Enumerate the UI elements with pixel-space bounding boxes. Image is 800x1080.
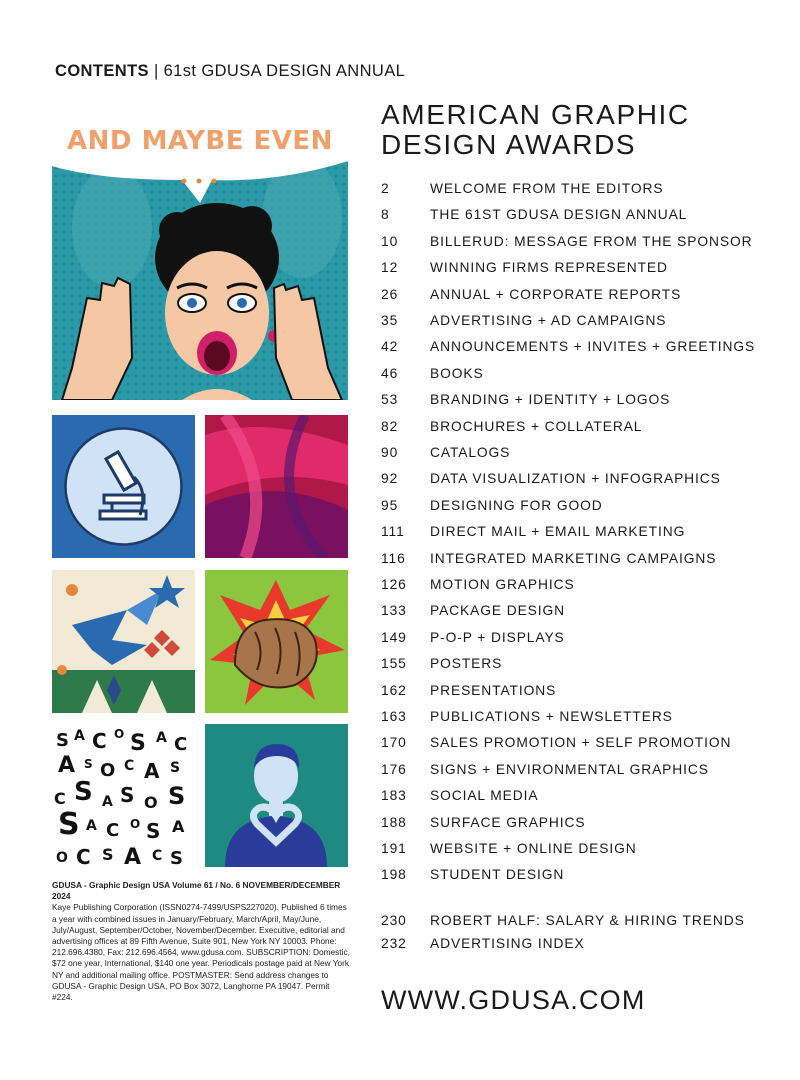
toc-entry[interactable] [381,442,781,464]
toc-page-number: 82 [381,418,399,434]
toc-entry[interactable] [381,627,781,649]
toc-entry[interactable] [381,759,781,781]
toc-entry[interactable] [381,812,781,834]
toc-section-title: ROBERT HALF: SALARY & HIRING TRENDS [430,913,745,928]
toc-section-title: DESIGNING FOR GOOD [430,497,603,513]
toc-section-title: DATA VISUALIZATION + INFOGRAPHICS [430,471,721,487]
toc-section-title: ANNUAL + CORPORATE REPORTS [430,286,682,302]
toc-page-number: 8 [381,207,390,223]
comic-fist-image [205,570,348,713]
toc-entry[interactable] [381,864,781,886]
toc-section-title: WEBSITE + ONLINE DESIGN [430,841,637,856]
toc-entry[interactable] [381,548,781,570]
toc-page-number: 232 [381,936,407,951]
toc-entry[interactable] [381,732,781,754]
toc-page-number: 155 [381,656,407,672]
svg-text:O: O [144,793,158,812]
svg-text:O: O [100,760,116,781]
svg-text:A: A [74,728,85,744]
svg-text:A: A [172,817,185,836]
toc-section-title: PUBLICATIONS + NEWSLETTERS [430,709,673,724]
header-annual-label: 61st GDUSA DESIGN ANNUAL [163,62,406,80]
toc-entry[interactable] [381,600,781,622]
microscope-image [52,415,195,558]
toc-page-number: 126 [381,577,407,592]
svg-text:A: A [156,730,167,746]
svg-text:A: A [102,794,113,810]
toc-page-number: 42 [381,339,399,355]
toc-entry[interactable] [381,838,781,860]
svg-text:S: S [56,730,69,751]
svg-text:C: C [174,734,188,755]
hero-bubble-text: AND MAYBE EVEN [67,126,333,156]
toc-page-number: 35 [381,313,399,328]
svg-text:S: S [170,848,183,867]
toc-entry[interactable] [381,680,781,702]
toc-page-number: 53 [381,392,399,408]
website-url[interactable]: WWW.GDUSA.COM [381,985,646,1015]
awards-title-line2: DESIGN AWARDS [381,129,637,160]
toc-page-number: 95 [381,497,399,513]
toc-page-number: 116 [381,550,406,566]
svg-text:A: A [144,759,160,783]
toc-entry[interactable] [381,284,781,306]
svg-text:C: C [124,758,135,774]
toc-section-title: DIRECT MAIL + EMAIL MARKETING [430,524,686,540]
toc-section-title: BOOKS [430,365,484,381]
toc-section-title: ADVERTISING + AD CAMPAIGNS [430,313,667,328]
abstract-paint-image [205,415,348,558]
svg-text:S: S [84,757,93,771]
publication-info [52,880,352,1003]
svg-text:S: S [168,782,186,810]
svg-text:A: A [124,845,142,867]
svg-text:S: S [58,807,80,842]
header-contents-label: CONTENTS [55,62,149,80]
svg-text:S: S [130,731,146,756]
geometric-bird-image [52,570,195,713]
toc-page-number: 111 [381,524,405,540]
toc-section-title: SURFACE GRAPHICS [430,814,586,830]
svg-text:S: S [102,845,114,864]
toc-section-title: THE 61ST GDUSA DESIGN ANNUAL [430,207,688,223]
publication-info-title: GDUSA - Graphic Design USA Volume 61 / No. 6 NOVEMBER/DECEMBER 2024 [52,880,341,902]
toc-page-number: 230 [381,913,407,928]
toc-page-number: 170 [381,735,407,751]
svg-text:O: O [114,727,125,741]
toc-section-title: ADVERTISING INDEX [430,936,585,951]
toc-page-number: 92 [381,471,399,487]
toc-section-title: MOTION GRAPHICS [430,577,575,592]
svg-text:C: C [92,729,107,753]
toc-entry[interactable] [381,521,781,543]
toc-section-title: ANNOUNCEMENTS + INVITES + GREETINGS [430,339,756,355]
toc-section-title: CATALOGS [430,445,511,460]
toc-entry[interactable] [381,204,781,226]
toc-section-title: BRANDING + IDENTITY + LOGOS [430,392,671,408]
toc-section-title: INTEGRATED MARKETING CAMPAIGNS [430,550,717,566]
toc-page-number: 198 [381,867,407,883]
svg-text:S: S [170,760,181,776]
toc-section-title: PACKAGE DESIGN [430,603,566,619]
toc-entry[interactable] [381,468,781,490]
toc-page-number: 133 [381,603,407,619]
toc-section-title: POSTERS [430,656,503,672]
toc-entry[interactable] [381,178,781,200]
toc-entry[interactable] [381,336,781,358]
svg-text:C: C [76,845,91,867]
svg-text:C: C [54,789,66,808]
toc-entry[interactable] [381,910,781,932]
toc-entry[interactable] [381,574,781,596]
svg-text:O: O [130,817,141,831]
toc-page-number: 176 [381,761,407,777]
toc-page-number: 163 [381,709,407,724]
toc-page-number: 26 [381,286,399,302]
svg-text:C: C [152,848,163,864]
heart-hands-image [205,724,348,867]
toc-entry[interactable] [381,389,781,411]
toc-section-title: SIGNS + ENVIRONMENTAL GRAPHICS [430,761,709,777]
toc-entry[interactable] [381,363,781,385]
toc-entry[interactable] [381,231,781,253]
toc-section-title: SOCIAL MEDIA [430,788,539,804]
svg-text:A: A [86,818,97,834]
toc-page-number: 188 [381,814,407,830]
toc-section-title: WINNING FIRMS REPRESENTED [430,260,668,276]
awards-title [381,100,781,160]
publication-info-body: Kaye Publishing Corporation (ISSN0274-7499/USPS227020). Published 6 times a year with combined issues in January/February, March/April, May/June, July/August, September/October, November/December. Executive, editorial and advertising offices at 89 Fifth Avenue, Suite 901, New York NY 10003. Phone: 212.696.4380, Fax: 212.696.4564, www.gdusa.com. SUBSCRIPTION: Domestic, $72 one year, International, $140 one year. Periodicals postage paid at New York NY and additional mailing office. POSTMASTER: Send address changes to GDUSA - Graphic Design USA, PO Box 3072, Langhorne PA 19047. Permit #224. [52,902,350,1003]
toc-section-title: BROCHURES + COLLATERAL [430,418,643,434]
toc-entry[interactable] [381,706,781,728]
toc-section-title: WELCOME FROM THE EDITORS [430,181,664,196]
toc-entry[interactable] [381,495,781,517]
toc-entry[interactable] [381,653,781,675]
toc-page-number: 162 [381,682,407,698]
toc-entry[interactable] [381,257,781,279]
toc-entry[interactable] [381,310,781,332]
toc-page-number: 12 [381,260,399,276]
toc-entry[interactable] [381,933,781,955]
toc-section-title: PRESENTATIONS [430,682,557,698]
toc-page-number: 46 [381,365,399,381]
toc-entry[interactable] [381,785,781,807]
toc-entry[interactable] [381,416,781,438]
toc-section-title: SALES PROMOTION + SELF PROMOTION [430,735,732,751]
hero-popart-image [52,108,348,400]
toc-section-title: STUDENT DESIGN [430,867,565,883]
svg-text:O: O [56,850,68,866]
letters-pattern-image [52,724,195,867]
toc-page-number: 149 [381,629,407,645]
header-divider: | [153,62,159,80]
svg-text:S: S [146,819,161,843]
svg-text:S: S [120,783,135,807]
toc-page-number: 90 [381,445,399,460]
toc-page-number: 2 [381,181,390,196]
toc-page-number: 183 [381,788,407,804]
svg-text:C: C [106,820,120,841]
toc-section-title: BILLERUD: MESSAGE FROM THE SPONSOR [430,233,753,249]
contents-header [55,62,405,81]
toc-page-number: 10 [381,233,399,249]
toc-section-title: P-O-P + DISPLAYS [430,629,565,645]
toc-page-number: 191 [381,841,407,856]
awards-title-line1: AMERICAN GRAPHIC [381,99,690,130]
svg-text:A: A [58,753,76,778]
svg-text:S: S [74,777,93,807]
